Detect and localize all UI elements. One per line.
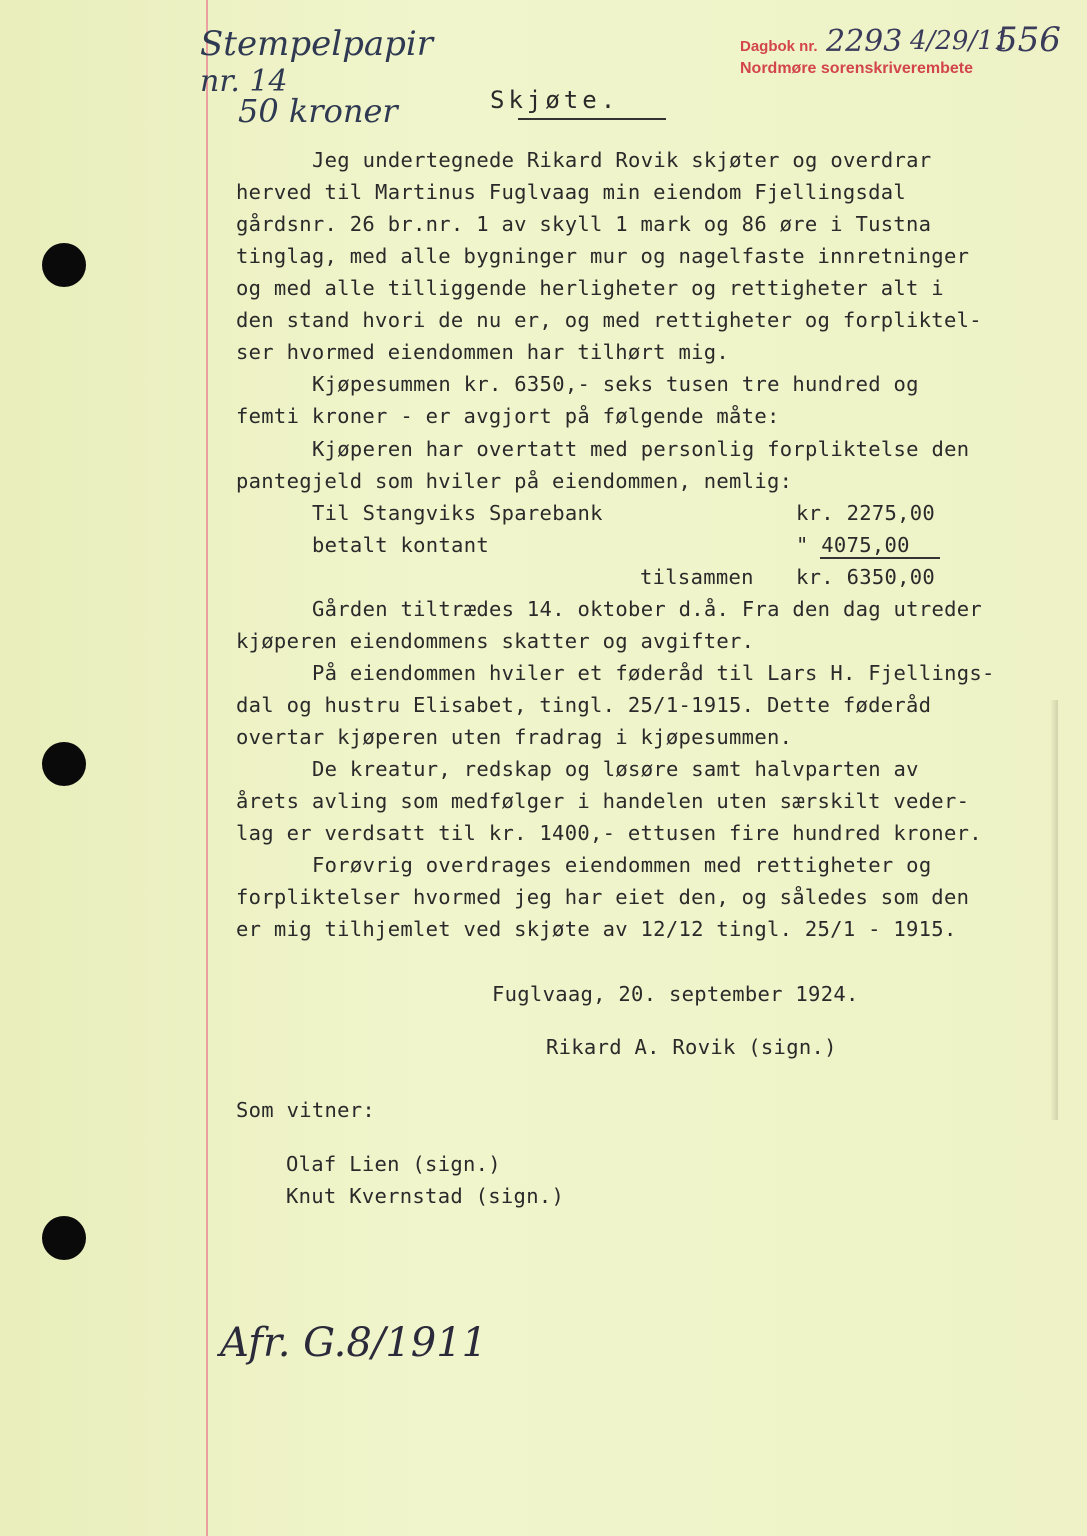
body-line: og med alle tilliggende herligheter og rettigheter alt i xyxy=(236,276,944,300)
body-line: forpliktelser hvormed jeg har eiet den, og således som den xyxy=(236,885,970,909)
sum-underline xyxy=(820,557,940,559)
body-line: De kreatur, redskap og løsøre samt halvparten av xyxy=(312,757,919,781)
body-line: Kjøpesummen kr. 6350,- seks tusen tre hundred og xyxy=(312,372,919,396)
document-title: Skjøte. xyxy=(490,86,620,114)
handwritten-page-number: 556 xyxy=(996,20,1061,60)
body-line: gårdsnr. 26 br.nr. 1 av skyll 1 mark og 86 øre i Tustna xyxy=(236,212,932,236)
handwritten-diary-date: 4/29/11 xyxy=(910,26,1011,56)
body-line: overtar kjøperen uten fradrag i kjøpesummen. xyxy=(236,725,793,749)
body-line: femti kroner - er avgjort på følgende måte: xyxy=(236,404,780,428)
margin-rule xyxy=(206,0,208,1536)
witness-signature: Knut Kvernstad (sign.) xyxy=(286,1184,565,1208)
body-line: Kjøperen har overtatt med personlig forpliktelse den xyxy=(312,437,970,461)
payment-amount: kr. 2275,00 xyxy=(796,501,936,525)
stamp-diary-label: Dagbok nr. xyxy=(740,38,818,55)
title-underline xyxy=(518,118,666,120)
body-line: pantegjeld som hviler på eiendommen, nemlig: xyxy=(236,469,793,493)
body-line: er mig tilhjemlet ved skjøte av 12/12 tingl. 25/1 - 1915. xyxy=(236,917,957,941)
body-line: Gården tiltrædes 14. oktober d.å. Fra den dag utreder xyxy=(312,597,983,621)
body-line: ser hvormed eiendommen har tilhørt mig. xyxy=(236,340,730,364)
place-date: Fuglvaag, 20. september 1924. xyxy=(492,982,859,1006)
body-line: herved til Martinus Fuglvaag min eiendom Fjellingsdal xyxy=(236,180,907,204)
body-line: årets avling som medfølger i handelen uten særskilt veder- xyxy=(236,789,970,813)
body-line: dal og hustru Elisabet, tingl. 25/1-1915. Dette føderåd xyxy=(236,693,932,717)
payment-label: Til Stangviks Sparebank xyxy=(312,501,603,525)
punch-hole-top xyxy=(42,243,86,287)
body-line: På eiendommen hviler et føderåd til Lars H. Fjellings- xyxy=(312,661,995,685)
body-line: Forøvrig overdrages eiendommen med rettigheter og xyxy=(312,853,932,877)
handwritten-diary-number: 2293 xyxy=(826,24,903,59)
stamp-office-name: Nordmøre sorenskriverembete xyxy=(740,60,973,77)
body-line: kjøperen eiendommens skatter og avgifter. xyxy=(236,629,755,653)
payment-amount: " 4075,00 xyxy=(796,533,910,557)
handwritten-number: nr. 14 xyxy=(200,64,288,99)
body-line: tinglag, med alle bygninger mur og nagelfaste innretninger xyxy=(236,244,970,268)
handwritten-stamp-paper: Stempelpapir xyxy=(200,24,434,64)
payment-total-amount: kr. 6350,00 xyxy=(796,565,936,589)
seller-signature: Rikard A. Rovik (sign.) xyxy=(546,1035,837,1059)
page-fold-shadow xyxy=(1050,700,1058,1120)
body-line: lag er verdsatt til kr. 1400,- ettusen fire hundred kroner. xyxy=(236,821,982,845)
payment-total-label: tilsammen xyxy=(640,565,754,589)
punch-hole-bottom xyxy=(42,1216,86,1260)
witness-signature: Olaf Lien (sign.) xyxy=(286,1152,501,1176)
handwritten-amount: 50 kroner xyxy=(238,92,398,130)
witnesses-label: Som vitner: xyxy=(236,1098,376,1122)
payment-label: betalt kontant xyxy=(312,533,489,557)
body-line: Jeg undertegnede Rikard Rovik skjøter og overdrar xyxy=(312,148,932,172)
body-line: den stand hvori de nu er, og med rettigheter og forpliktel- xyxy=(236,308,982,332)
punch-hole-middle xyxy=(42,742,86,786)
handwritten-footer-note: Afr. G.8/1911 xyxy=(220,1320,488,1366)
